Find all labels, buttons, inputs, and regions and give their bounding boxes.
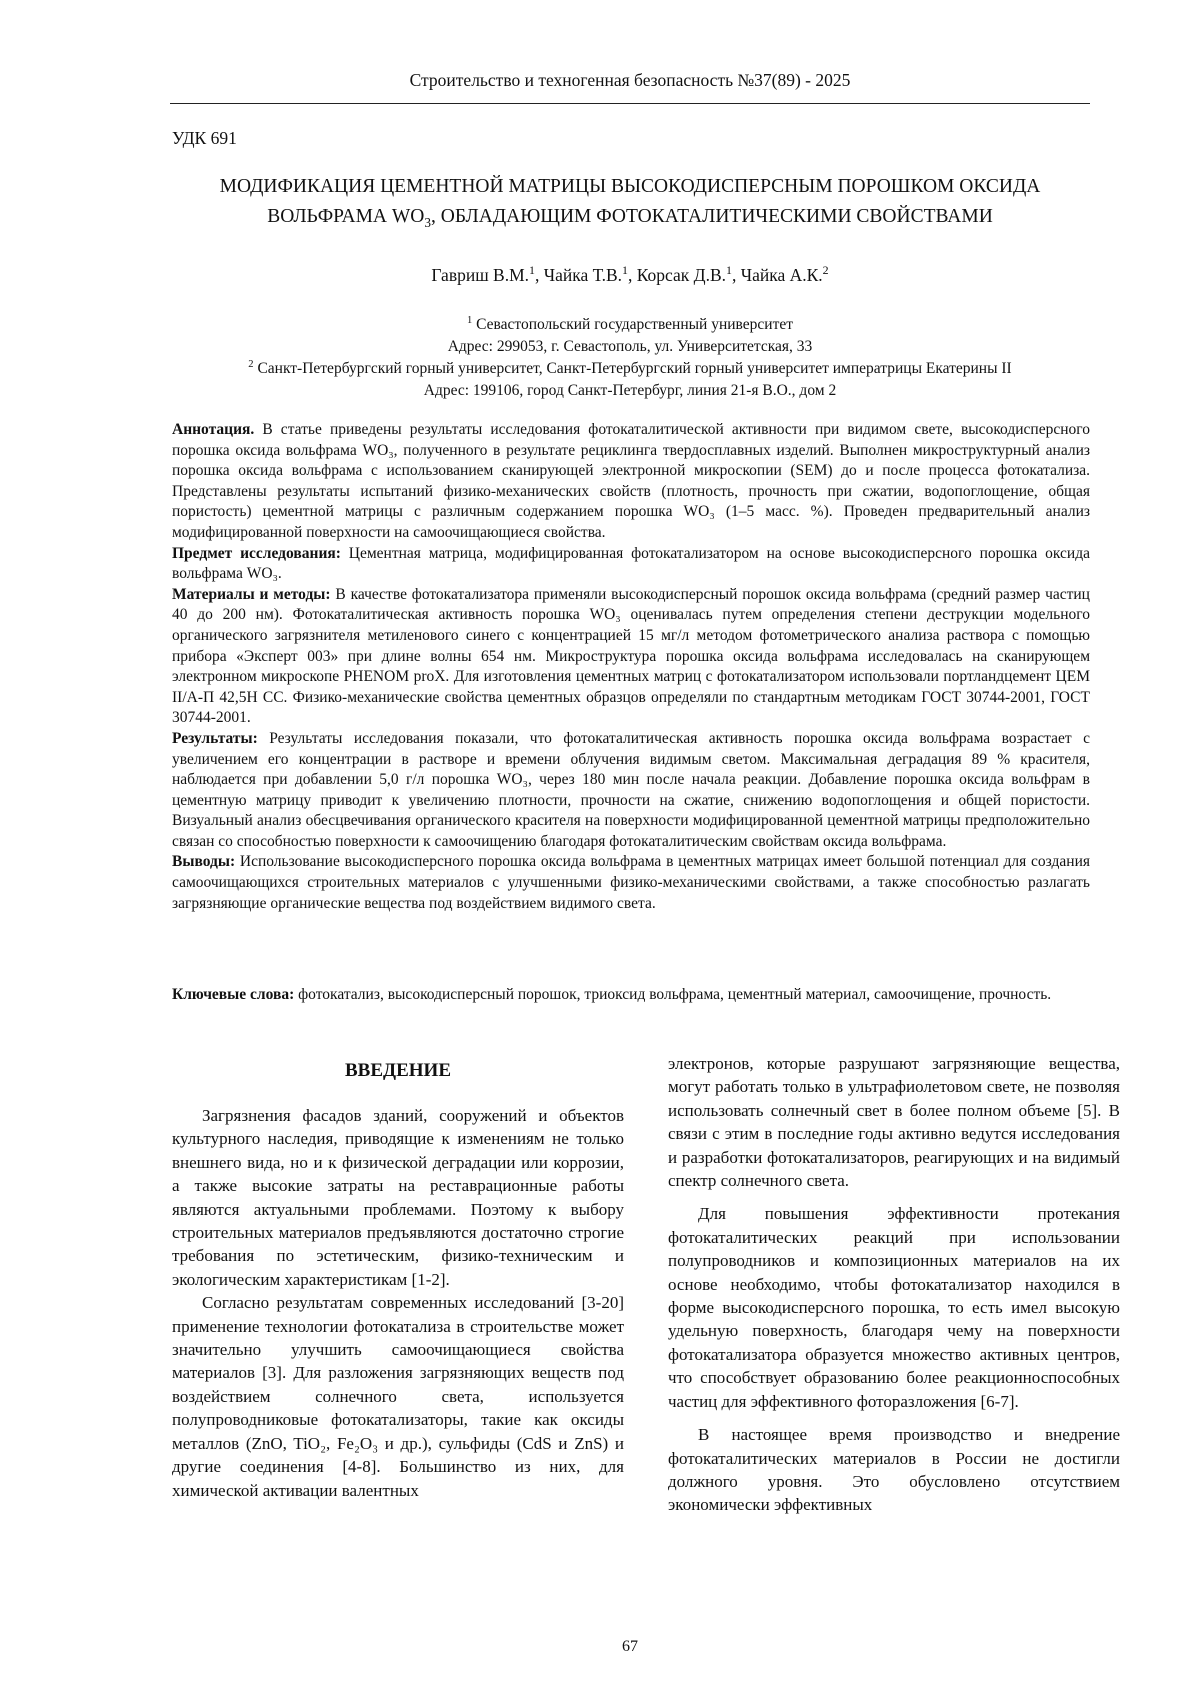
author: Корсак Д.В. bbox=[636, 265, 726, 285]
affiliations bbox=[170, 314, 1090, 402]
affiliation-1: $^1$ Севастопольский государственный университет bbox=[466, 314, 794, 333]
journal-header: Строительство и техногенная безопасность №37(89) - 2025 bbox=[409, 70, 851, 90]
right-column bbox=[668, 1052, 1120, 1517]
author: Чайка А.К. bbox=[740, 265, 823, 285]
author: Гавриш В.М. bbox=[431, 265, 530, 285]
abstract-conclusions: Выводы: Использование высокодисперсного порошка оксида вольфрама в цементных матрицах имеет большой потенциал для создания самоочищающихся строительных материалов с улучшенными физико-механическими свойствами, а также способностью разлагать загрязняющие органические вещества под воздействием видимого света. bbox=[172, 853, 1090, 912]
page-number: 67 bbox=[622, 1638, 638, 1655]
article-title bbox=[160, 172, 1100, 232]
abstract-methods: Материалы и методы: В качестве фотокатализатора применяли высокодисперсный порошок оксида вольфрама (средний размер частиц 40 до 200 нм). Фотокаталитическая активность порошка WO₃ оценивалась путем определения степени деструкции модельного органического загрязнителя метиленового синего с концентрацией 15 мг/л методом фотометрического анализа раствора с помощью прибора «Эксперт 003» при длине волны 654 нм. Микроструктура порошка оксида вольфрама исследовалась на сканирующем электронном микроскопе PHENOM proX. Для изготовления цементных матриц с фотокатализатором использовали портландцемент ЦЕМ II/А-П 42,5Н СС. Физико-механические свойства цементных образцов определяли по стандартным методикам ГОСТ 30744-2001, ГОСТ 30744-2001. bbox=[172, 585, 1090, 727]
intro-paragraph: Загрязнения фасадов зданий, сооружений и объектов культурного наследия, приводящие к изменениям не только внешнего вида, но и к физической деградации или коррозии, а также высокие затраты на реставрационные работы являются актуальными проблемами. Поэтому к выбору строительных материалов предъявляются достаточно строгие требования по эстетическим, физико-техническим и экологическим характеристикам [1-2]. bbox=[172, 1106, 624, 1289]
keywords: Ключевые слова: фотокатализ, высокодисперсный порошок, триоксид вольфрама, цементный материал, самоочищение, прочность. bbox=[172, 986, 1052, 1003]
affiliation-2: $^2$ Санкт-Петербургский горный университет, Санкт-Петербургский горный университет императрицы Екатерины II bbox=[248, 358, 1012, 377]
header-divider bbox=[170, 103, 1090, 104]
author-affiliation-mark: 1 bbox=[529, 263, 535, 278]
left-column bbox=[172, 1104, 624, 1502]
author: Чайка Т.В. bbox=[543, 265, 622, 285]
section-heading-introduction: ВВЕДЕНИЕ bbox=[345, 1060, 451, 1081]
title-line-2: ВОЛЬФРАМА $WO_3$, ОБЛАДАЮЩИМ ФОТОКАТАЛИТИЧЕСКИМИ СВОЙСТВАМИ bbox=[267, 206, 993, 230]
intro-paragraph: Согласно результатам современных исследований [3-20] применение технологии фотокатализа в строительстве может значительно улучшить самоочищающиеся свойства материалов [3]. Для разложения загрязняющих веществ под воздействием солнечного света, используется полупроводниковые фотокатализаторы, такие как оксиды металлов (ZnO, TiO₂, Fe₂O₃ и др.), сульфиды (CdS и ZnS) и другие соединения [4-8]. Большинство из них, для химической активации валентных bbox=[172, 1293, 624, 1500]
affiliation-2-address: Адрес: 199106, город Санкт-Петербург, линия 21-я В.О., дом 2 bbox=[423, 382, 837, 399]
author-affiliation-mark: 1 bbox=[622, 263, 628, 278]
abstract-annotation: Аннотация. В статье приведены результаты исследования фотокаталитической активности при видимом свете, высокодисперсного порошка оксида вольфрама WO₃, полученного в результате рециклинга твердосплавных изделий. Выполнен микроструктурный анализ порошка оксида вольфрама с использованием сканирующей электронной микроскопии (SEM) до и после процесса фотокатализа. Представлены результаты испытаний физико-механических свойств (плотность, прочность при сжатии, водопоглощение, общая пористость) цементной матрицы с различным содержанием порошка WO₃ (1–5 масс. %). Проведен предварительный анализ модифицированной поверхности на самоочищающиеся свойства. bbox=[172, 421, 1090, 541]
intro-paragraph: Для повышения эффективности протекания фотокаталитических реакций при использовании полупроводников и композиционных материалов на их основе необходимо, чтобы фотокатализатор находился в форме высокодисперсного порошка, то есть имел высокую удельную поверхность, благодаря чему на поверхности фотокатализатора образуется множество активных центров, что способствует образованию более реакционноспособных частиц для эффективного фоторазложения [6-7]. bbox=[668, 1204, 1120, 1411]
intro-paragraph: В настоящее время производство и внедрение фотокаталитических материалов в России не достигли должного уровня. Это обусловлено отсутствием экономически эффективных bbox=[668, 1425, 1120, 1515]
abstract-block bbox=[172, 420, 1090, 914]
author-affiliation-mark: 2 bbox=[822, 263, 829, 278]
author-list: Гавриш В.М.$^1$, Чайка Т.В.$^1$, Корсак Д.В.$^1$, Чайка А.К.$^2$ bbox=[431, 263, 829, 285]
udk-code: УДК 691 bbox=[172, 128, 237, 148]
author-affiliation-mark: 1 bbox=[726, 263, 732, 278]
abstract-results: Результаты: Результаты исследования показали, что фотокаталитическая активность порошка оксида вольфрама возрастает с увеличением его концентрации в растворе и времени облучения видимым светом. Максимальная деградация 89 % красителя, наблюдается при добавлении 5,0 г/л порошка WO₃, через 180 мин после начала реакции. Добавление порошка оксида вольфрам в цементную матрицу приводит к увеличению плотности, прочности на сжатие, снижению водопоглощения и общей пористости. Визуальный анализ обесцвечивания органического красителя на поверхности модифицированной цементной матрицы предположительно связан со способностью поверхности к самоочищению благодаря фотокаталитическим свойствам оксида вольфрама. bbox=[172, 729, 1090, 850]
intro-paragraph: электронов, которые разрушают загрязняющие вещества, могут работать только в ультрафиолетовом свете, не позволяя использовать солнечный свет в более полном объеме [5]. В связи с этим в последние годы активно ведутся исследования и разработки фотокатализаторов, реагирующих и на видимый спектр солнечного света. bbox=[668, 1054, 1120, 1191]
affiliation-1-address: Адрес: 299053, г. Севастополь, ул. Университетская, 33 bbox=[447, 338, 813, 355]
title-line-1: МОДИФИКАЦИЯ ЦЕМЕНТНОЙ МАТРИЦЫ ВЫСОКОДИСПЕРСНЫМ ПОРОШКОМ ОКСИДА bbox=[219, 176, 1041, 197]
abstract-subject: Предмет исследования: Цементная матрица, модифицированная фотокатализатором на основе высокодисперсного порошка оксида вольфрама WO₃. bbox=[172, 544, 1090, 583]
